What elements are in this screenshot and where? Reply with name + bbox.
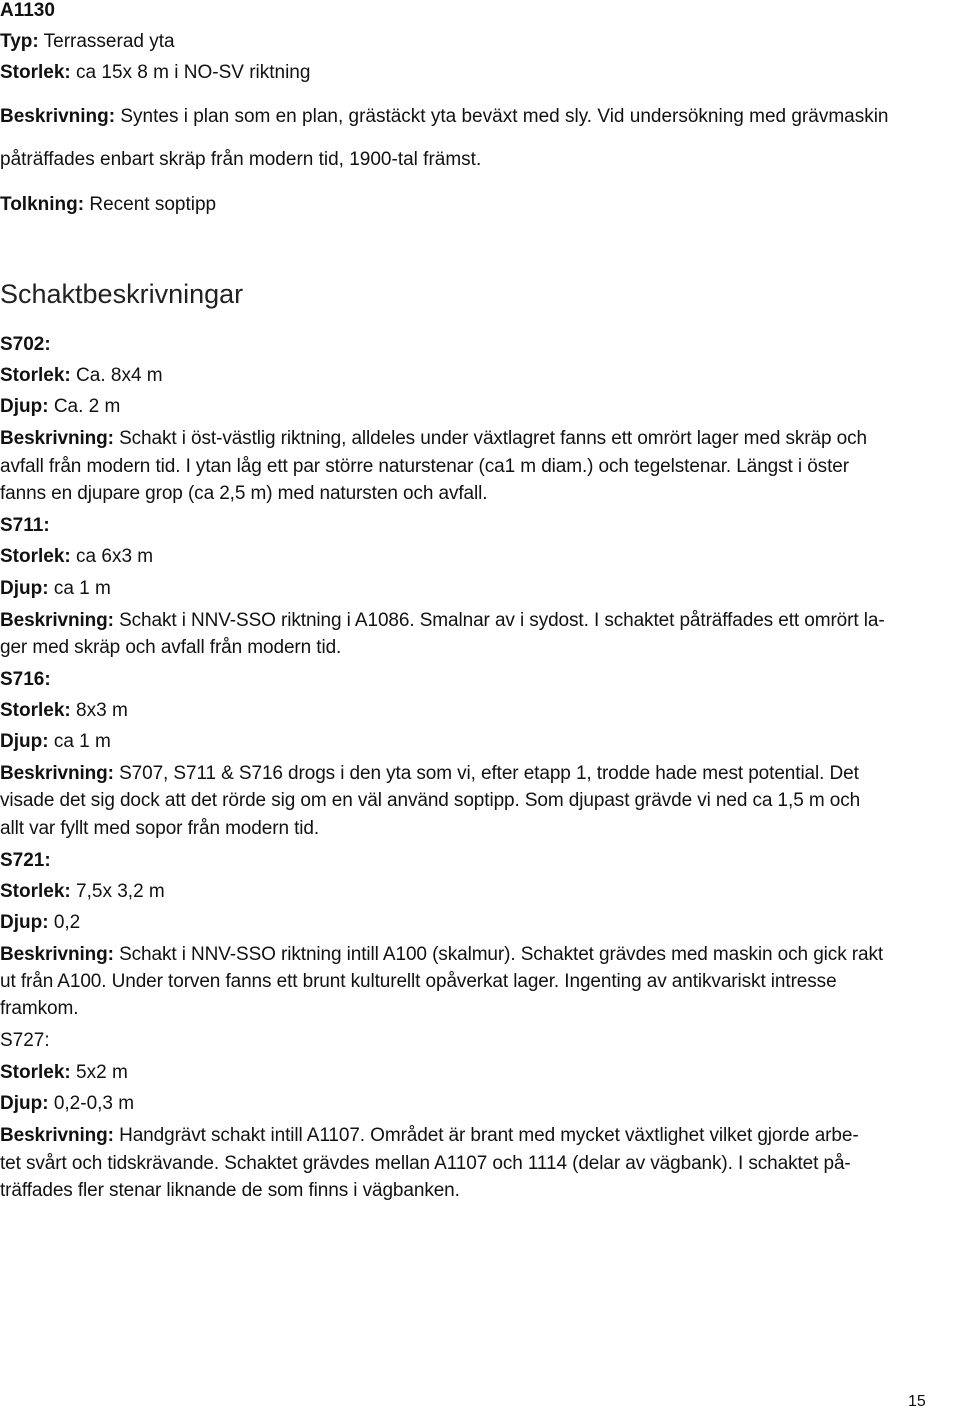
- feature-id: A1130: [0, 0, 55, 21]
- beskrivning-text-line: avfall från modern tid. I ytan låg ett par större naturstenar (ca1 m diam.) och tegelstenar. Längst i öster: [0, 456, 849, 477]
- storlek-label: Storlek:: [0, 700, 71, 721]
- beskrivning-row: [0, 106, 889, 128]
- storlek-value: 8x3 m: [76, 700, 128, 721]
- djup-label: Djup:: [0, 731, 49, 752]
- storlek-row: [0, 1062, 128, 1084]
- beskrivning-label: Beskrivning:: [0, 610, 114, 631]
- storlek-row: [0, 62, 310, 84]
- beskrivning-row: [0, 428, 867, 450]
- beskrivning-row: [0, 1125, 859, 1147]
- beskrivning-text: Syntes i plan som en plan, grästäckt yta beväxt med sly. Vid undersökning med grävmaskin: [120, 106, 889, 127]
- djup-label: Djup:: [0, 578, 49, 599]
- typ-label: Typ:: [0, 31, 39, 52]
- storlek-row: [0, 546, 153, 568]
- beskrivning-text: S707, S711 & S716 drogs i den yta som vi, efter etapp 1, trodde hade mest potential. Det: [119, 763, 859, 784]
- djup-row: [0, 731, 111, 753]
- beskrivning-text-line: påträffades enbart skräp från modern tid, 1900-tal främst.: [0, 149, 482, 170]
- typ-value: Terrasserad yta: [43, 31, 175, 52]
- djup-row: [0, 578, 111, 600]
- tolkning-label: Tolkning:: [0, 194, 85, 215]
- beskrivning-text-line: fanns en djupare grop (ca 2,5 m) med natursten och avfall.: [0, 483, 488, 504]
- storlek-value: 7,5x 3,2 m: [76, 881, 165, 902]
- beskrivning-text-line: ut från A100. Under torven fanns ett brunt kulturellt opåverkat lager. Ingenting av antikvariskt intresse: [0, 971, 837, 992]
- storlek-row: [0, 881, 165, 903]
- storlek-label: Storlek:: [0, 881, 71, 902]
- djup-label: Djup:: [0, 1093, 49, 1114]
- shaft-id: S711:: [0, 515, 50, 536]
- tolkning-value: Recent soptipp: [89, 194, 217, 215]
- beskrivning-row: [0, 763, 859, 785]
- typ-row: [0, 31, 175, 53]
- storlek-label: Storlek:: [0, 365, 71, 386]
- shaft-id: S716:: [0, 669, 51, 690]
- tolkning-row: [0, 194, 216, 216]
- storlek-value: ca 15x 8 m i NO-SV riktning: [76, 62, 311, 83]
- beskrivning-text: Schakt i NNV-SSO riktning intill A100 (skalmur). Schaktet grävdes med maskin och gick rakt: [119, 944, 884, 965]
- djup-value: ca 1 m: [53, 731, 111, 752]
- shaft-id: S702:: [0, 334, 51, 355]
- djup-value: 0,2: [53, 912, 81, 933]
- storlek-value: 5x2 m: [76, 1062, 128, 1083]
- section-heading: Schaktbeskrivningar: [0, 279, 244, 309]
- beskrivning-text: Handgrävt schakt intill A1107. Området är brant med mycket växtlighet vilket gjorde arbe-: [119, 1125, 859, 1146]
- djup-row: [0, 1093, 134, 1115]
- beskrivning-text: Schakt i öst-västlig riktning, alldeles under växtlagret fanns ett omrört lager med skräp och: [119, 428, 867, 449]
- beskrivning-text-line: träffades fler stenar liknande de som finns i vägbanken.: [0, 1180, 460, 1201]
- beskrivning-text-line: allt var fyllt med sopor från modern tid.: [0, 818, 320, 839]
- beskrivning-label: Beskrivning:: [0, 944, 114, 965]
- djup-value: ca 1 m: [53, 578, 111, 599]
- storlek-label: Storlek:: [0, 1062, 71, 1083]
- beskrivning-text-line: tet svårt och tidskrävande. Schaktet grävdes mellan A1107 och 1114 (delar av vägbank). I schaktet på-: [0, 1153, 851, 1174]
- storlek-label: Storlek:: [0, 62, 71, 83]
- storlek-row: [0, 365, 163, 387]
- djup-value: Ca. 2 m: [53, 396, 121, 417]
- djup-value: 0,2-0,3 m: [53, 1093, 135, 1114]
- beskrivning-text-line: ger med skräp och avfall från modern tid.: [0, 637, 342, 658]
- djup-label: Djup:: [0, 396, 49, 417]
- storlek-row: [0, 700, 128, 722]
- page-number: 15: [908, 1393, 926, 1410]
- beskrivning-row: [0, 944, 883, 966]
- djup-label: Djup:: [0, 912, 49, 933]
- djup-row: [0, 396, 120, 418]
- shaft-id: S727:: [0, 1030, 50, 1051]
- beskrivning-text-line: framkom.: [0, 998, 79, 1019]
- storlek-value: ca 6x3 m: [76, 546, 154, 567]
- beskrivning-row: [0, 610, 885, 632]
- beskrivning-label: Beskrivning:: [0, 428, 114, 449]
- shaft-id: S721:: [0, 850, 51, 871]
- djup-row: [0, 912, 80, 934]
- beskrivning-label: Beskrivning:: [0, 106, 116, 127]
- beskrivning-label: Beskrivning:: [0, 1125, 114, 1146]
- beskrivning-label: Beskrivning:: [0, 763, 114, 784]
- storlek-value: Ca. 8x4 m: [76, 365, 163, 386]
- storlek-label: Storlek:: [0, 546, 71, 567]
- beskrivning-text-line: visade det sig dock att det rörde sig om en väl använd soptipp. Som djupast grävde vi ned ca 1,5 m och: [0, 790, 861, 811]
- beskrivning-text: Schakt i NNV-SSO riktning i A1086. Smalnar av i sydost. I schaktet påträffades ett omrört la-: [119, 610, 885, 631]
